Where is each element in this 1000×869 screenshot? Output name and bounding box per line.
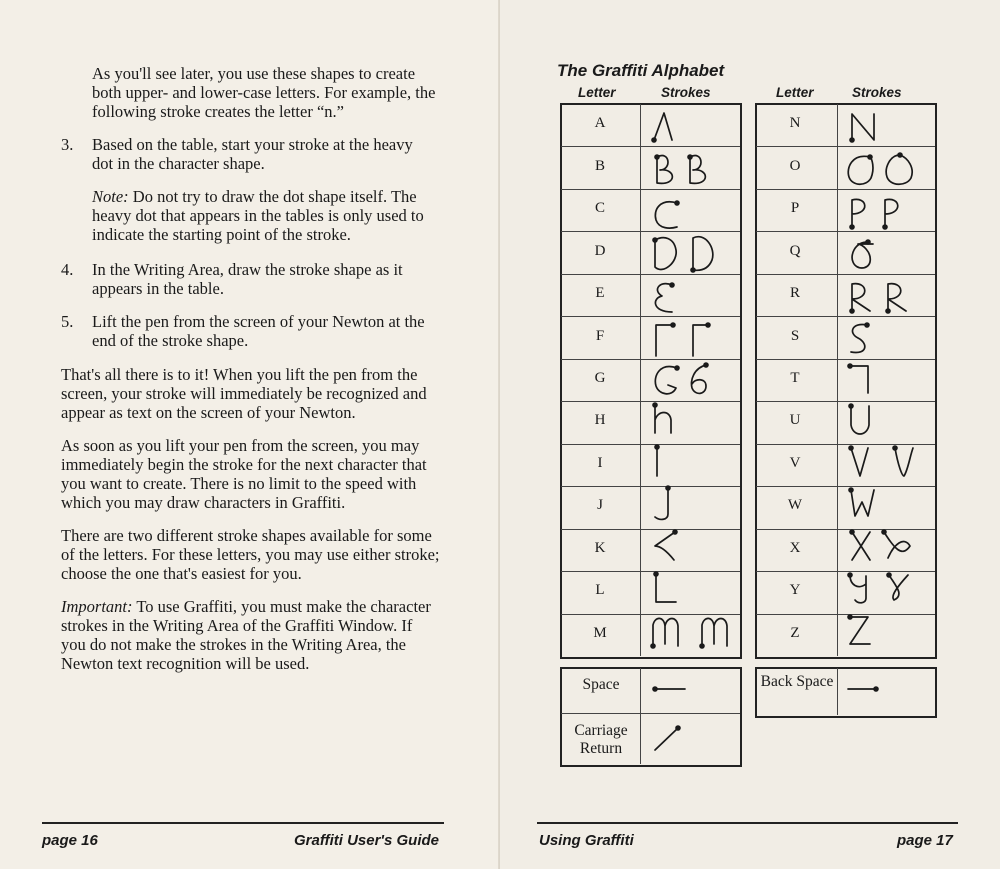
- left-page-number: page 16: [42, 832, 98, 849]
- letter-label: B: [594, 158, 605, 174]
- letter-label: O: [789, 158, 801, 174]
- stroke-v: [848, 445, 913, 476]
- back-space-label: Back Space: [760, 673, 834, 690]
- letter-label: Y: [789, 582, 801, 598]
- letter-label: X: [789, 540, 801, 556]
- stroke-p: [849, 199, 898, 229]
- stroke-a: [651, 113, 672, 143]
- stroke-j: [655, 485, 671, 519]
- step-4-text: In the Writing Area, draw the stroke shape as it appears in the table.: [92, 260, 403, 298]
- right-page-number: page 17: [897, 832, 953, 849]
- letter-label: G: [594, 370, 606, 386]
- letter-label: E: [595, 285, 605, 301]
- stroke-w: [848, 487, 874, 516]
- stroke-i: [654, 444, 660, 476]
- step-5-number: 5.: [61, 312, 74, 331]
- letter-label: N: [789, 115, 801, 131]
- important-label: Important:: [61, 597, 133, 616]
- right-footer-rule: [537, 822, 958, 824]
- stroke-z: [847, 614, 870, 644]
- letter-label: U: [789, 412, 801, 428]
- left-footer-title: Graffiti User's Guide: [294, 832, 439, 849]
- letter-label: K: [594, 540, 606, 556]
- letter-label: F: [595, 328, 605, 344]
- stroke-o: [848, 152, 912, 184]
- stroke-c: [655, 200, 679, 228]
- stroke-m: [650, 618, 727, 648]
- stroke-carriage-return: [655, 725, 681, 750]
- carriage-return-label: Carriage Return: [574, 722, 628, 757]
- step-4-number: 4.: [61, 260, 74, 279]
- letter-label: V: [789, 455, 801, 471]
- step-5-text: Lift the pen from the screen of your Newton at the end of the stroke shape.: [92, 312, 425, 350]
- speed-paragraph: As soon as you lift your pen from the screen, you may immediately begin the stroke for the next character that you want to create. There is no limit to the speed with which you may draw characters in Graffiti.: [61, 436, 427, 512]
- letter-label: H: [594, 412, 606, 428]
- stroke-u: [848, 403, 869, 434]
- stroke-back-space: [848, 686, 879, 692]
- two-shapes-paragraph: There are two different stroke shapes available for some of the letters. For these letters, you may use either stroke; choose the one that's easiest for you.: [61, 526, 440, 583]
- stroke-t: [847, 363, 868, 393]
- stroke-d: [652, 237, 713, 273]
- stroke-n: [849, 114, 874, 143]
- letter-label: R: [789, 285, 800, 301]
- stroke-e: [655, 282, 674, 312]
- letter-label: Q: [789, 243, 801, 259]
- letter-label: Z: [790, 625, 800, 641]
- stroke-g: [655, 362, 708, 394]
- stroke-q: [852, 239, 873, 268]
- letter-label: W: [787, 497, 803, 513]
- letter-label: I: [597, 455, 603, 471]
- col-strokes-right: Strokes: [852, 85, 902, 100]
- letter-label: T: [790, 370, 800, 386]
- stroke-r: [849, 284, 906, 314]
- letter-label: L: [595, 582, 605, 598]
- stroke-s: [851, 322, 870, 352]
- letter-label: D: [594, 243, 606, 259]
- conclusion-paragraph: That's all there is to it! When you lift the pen from the screen, your stroke will immediately be recognized and appear as text on the screen of your Newton.: [61, 365, 427, 422]
- important-text: To use Graffiti, you must make the character strokes in the Writing Area of the Graffiti Window. If you do not make the strokes in the Writing Area, the Newton text recognition will be used.: [61, 597, 431, 673]
- alphabet-title: The Graffiti Alphabet: [557, 61, 725, 80]
- note-label: Note:: [92, 187, 129, 206]
- letter-label: M: [593, 625, 607, 641]
- stroke-f: [656, 322, 711, 356]
- step-3-text: Based on the table, start your stroke at the heavy dot in the character shape.: [92, 135, 413, 173]
- col-letter-right: Letter: [776, 85, 814, 100]
- note-text: Do not try to draw the dot shape itself. The heavy dot that appears in the tables is only used to indicate the starting point of the stroke.: [92, 187, 424, 244]
- col-strokes-left: Strokes: [661, 85, 711, 100]
- intro-paragraph: As you'll see later, you use these shapes to create both upper- and lower-case letters. For example, the following stroke creates the letter “n.”: [92, 64, 436, 121]
- letter-label: A: [594, 115, 606, 131]
- stroke-h: [652, 402, 671, 433]
- col-letter-left: Letter: [578, 85, 616, 100]
- stroke-l: [653, 571, 676, 602]
- letter-label: P: [790, 200, 800, 216]
- right-footer-section: Using Graffiti: [539, 832, 634, 849]
- stroke-x: [849, 529, 910, 560]
- space-label: Space: [582, 676, 620, 693]
- letter-label: C: [594, 200, 605, 216]
- stroke-b: [654, 154, 705, 183]
- stroke-y: [847, 572, 908, 603]
- stroke-k: [655, 529, 678, 560]
- step-3-number: 3.: [61, 135, 74, 154]
- letter-label: J: [597, 497, 603, 513]
- letter-label: S: [790, 328, 800, 344]
- stroke-space: [652, 686, 685, 692]
